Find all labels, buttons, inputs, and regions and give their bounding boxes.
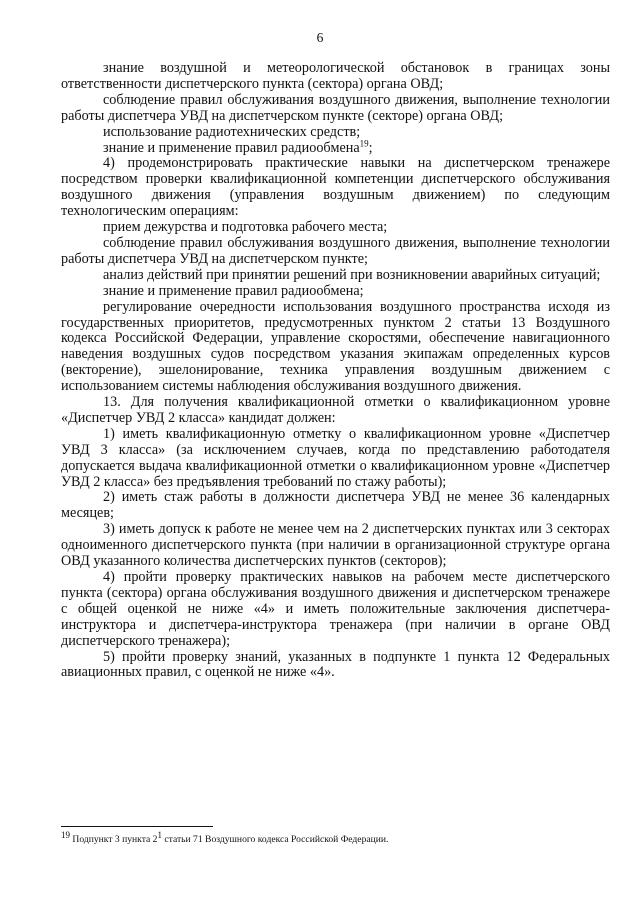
page-number: 6 bbox=[316, 30, 324, 45]
footnote bbox=[61, 829, 610, 846]
paragraph: 2) иметь стаж работы в должности диспетчера УВД не менее 36 календарных месяцев; bbox=[61, 489, 610, 522]
body-text bbox=[61, 61, 610, 681]
footnote-marker: 19 bbox=[61, 829, 70, 840]
paragraph: использование радиотехнических средств; bbox=[103, 123, 361, 140]
footnote-reference[interactable]: 19 bbox=[359, 137, 369, 148]
paragraph: прием дежурства и подготовка рабочего места; bbox=[103, 219, 388, 236]
paragraph: 1) иметь квалификационную отметку о квалификационном уровне «Диспетчер УВД 3 класса» (за исключением случаев, когда по представлению работодателя допускается выдача квалификационной отметки о квалификационном уровне «Диспетчер УВД 2 класса» без предъявления требований по стажу работы); bbox=[61, 425, 610, 490]
footnote-text-continued: статьи 71 Воздушного кодекса Российской Федерации. bbox=[161, 834, 389, 845]
paragraph: знание воздушной и метеорологической обстановок в границах зоны ответственности диспетчерского пункта (сектора) органа ОВД; bbox=[61, 60, 610, 92]
paragraph: анализ действий при принятии решений при возникновении аварийных ситуаций; bbox=[103, 266, 601, 283]
paragraph-with-footnote bbox=[61, 137, 610, 157]
paragraph: 4) продемонстрировать практические навыки на диспетчерском тренажере посредством проверки квалификационной компетенции диспетчерского обслуживания воздушного движения (управления воздушным движением) по следующим технологическим операциям: bbox=[61, 155, 610, 220]
paragraph: соблюдение правил обслуживания воздушного движения, выполнение технологии работы диспетчера УВД на диспетчерском пункте (секторе) органа ОВД; bbox=[61, 91, 610, 124]
footnote-text: Подпункт 3 пункта 2 bbox=[70, 834, 158, 845]
footnote-superscript: 1 bbox=[157, 829, 162, 840]
paragraph: 5) пройти проверку знаний, указанных в подпункте 1 пункта 12 Федеральных авиационных правил, с оценкой не ниже «4». bbox=[61, 648, 610, 681]
paragraph-end-punctuation: ; bbox=[368, 139, 373, 156]
paragraph: знание и применение правил радиообмена; bbox=[103, 282, 364, 299]
paragraph: 4) пройти проверку практических навыков на рабочем месте диспетчерского пункта (сектора) органа обслуживания воздушного движения и диспетчерском тренажере с общей оценкой не ниже «4» и иметь положительные заключения диспетчера-инструктора и диспетчера-инструктора тренажера (при наличии в органе ОВД диспетчерского тренажера); bbox=[61, 569, 610, 649]
paragraph: соблюдение правил обслуживания воздушного движения, выполнение технологии работы диспетчера УВД на диспетчерском пункте; bbox=[61, 234, 610, 267]
footnote-divider bbox=[61, 826, 213, 827]
paragraph-text: знание и применение правил радиообмена bbox=[103, 139, 360, 156]
paragraph: регулирование очередности использования воздушного пространства исходя из государственных приоритетов, предусмотренных пунктом 2 статьи 13 Воздушного кодекса Российской Федерации, управление скоростями, обеспечение навигационного наведения воздушных судов посредством указания экипажам определенных курсов (векторение), эшелонирование, техника управления воздушным движением с использованием системы наблюдения обслуживания воздушного движения. bbox=[61, 298, 610, 395]
section-heading-paragraph: 13. Для получения квалификационной отметки о квалификационном уровне «Диспетчер УВД 2 класса» кандидат должен: bbox=[61, 394, 610, 426]
paragraph: 3) иметь допуск к работе не менее чем на 2 диспетчерских пунктах или 3 секторах одноименного диспетчерского пункта (при наличии в организационной структуре органа ОВД указанного количества диспетчерских пунктов (секторов); bbox=[61, 521, 610, 570]
